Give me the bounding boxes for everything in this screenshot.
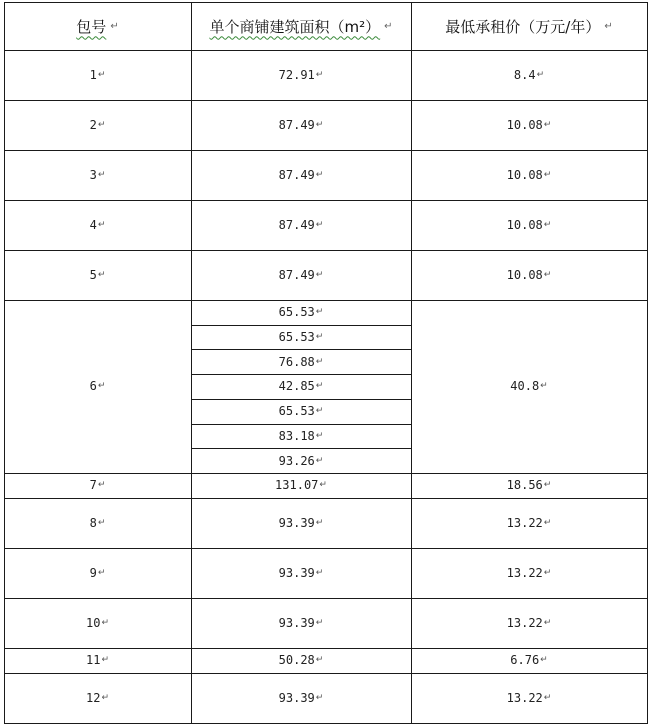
min-rent-cell-text: 6.76	[510, 653, 540, 668]
header-package-no-text: 包号	[76, 17, 107, 36]
pilcrow-mark: ↵	[315, 332, 324, 343]
shop-area-cell-text: 87.49	[278, 218, 315, 232]
header-shop-area-text: 单个商铺建筑面积（m²）	[209, 17, 381, 36]
shop-area-cell	[191, 448, 411, 473]
min-rent-cell-text: 40.8	[510, 379, 540, 394]
row-border	[191, 374, 412, 375]
min-rent-cell	[411, 50, 647, 100]
shop-area-cell-text: 42.85	[278, 379, 315, 394]
shop-area-cell-text: 65.53	[278, 404, 315, 419]
package-number-cell-text: 12	[86, 690, 101, 705]
pilcrow-mark: ↵	[315, 692, 324, 703]
shop-area-cell	[191, 399, 411, 424]
package-number-cell	[4, 498, 191, 548]
column-border	[191, 2, 192, 724]
shop-area-cell	[191, 648, 411, 673]
shop-area-cell-text: 87.49	[278, 268, 315, 282]
min-rent-cell	[411, 673, 647, 723]
pilcrow-mark: ↵	[97, 270, 106, 280]
shop-area-cell-text: 93.39	[278, 690, 315, 705]
shop-area-cell-text: 87.49	[278, 118, 315, 132]
min-rent-cell	[411, 648, 647, 673]
pilcrow-mark: ↵	[110, 20, 119, 32]
shop-area-cell	[191, 548, 411, 598]
pilcrow-mark: ↵	[543, 170, 552, 180]
pilcrow-mark: ↵	[543, 692, 552, 703]
min-rent-cell-text: 8.4	[513, 68, 536, 82]
shop-area-cell	[191, 374, 411, 399]
shop-area-cell	[191, 150, 411, 200]
min-rent-cell	[411, 498, 647, 548]
pilcrow-mark: ↵	[97, 381, 106, 392]
row-border	[191, 448, 412, 449]
min-rent-cell-text: 18.56	[506, 478, 543, 493]
min-rent-cell	[411, 100, 647, 150]
shop-area-cell	[191, 498, 411, 548]
package-number-cell-text: 3	[89, 168, 97, 182]
package-number-cell-text: 5	[89, 268, 97, 282]
pilcrow-mark: ↵	[543, 120, 552, 130]
min-rent-cell	[411, 598, 647, 648]
pilcrow-mark: ↵	[540, 381, 548, 392]
pilcrow-mark: ↵	[315, 356, 324, 367]
package-number-cell	[4, 200, 191, 250]
package-number-cell-text: 6	[89, 379, 97, 394]
shop-area-cell	[191, 473, 411, 498]
package-number-cell-text: 11	[86, 653, 101, 668]
pilcrow-mark: ↵	[97, 170, 106, 180]
shop-area-cell	[191, 424, 411, 449]
pilcrow-mark: ↵	[101, 655, 109, 666]
pilcrow-mark: ↵	[315, 455, 324, 466]
package-number-cell-text: 2	[89, 118, 97, 132]
pilcrow-mark: ↵	[97, 220, 106, 230]
shop-area-cell-text: 76.88	[278, 354, 315, 369]
pilcrow-mark: ↵	[97, 120, 106, 130]
pilcrow-mark: ↵	[97, 480, 106, 491]
pilcrow-mark: ↵	[536, 70, 545, 80]
shop-area-cell-text: 72.91	[278, 68, 315, 82]
package-number-cell-text: 8	[89, 515, 97, 530]
package-number-cell	[4, 548, 191, 598]
row-border	[191, 349, 412, 350]
min-rent-cell-text: 13.22	[506, 515, 543, 530]
header-min-rent	[411, 2, 647, 50]
pilcrow-mark: ↵	[604, 20, 613, 32]
package-number-cell-text: 9	[89, 565, 97, 580]
shop-area-cell-text: 50.28	[278, 653, 315, 668]
pilcrow-mark: ↵	[97, 70, 106, 80]
min-rent-cell-text: 10.08	[506, 218, 543, 232]
min-rent-cell-text: 13.22	[506, 615, 543, 630]
min-rent-cell-text: 10.08	[506, 268, 543, 282]
pilcrow-mark: ↵	[315, 406, 324, 417]
package-number-cell	[4, 50, 191, 100]
package-number-cell	[4, 648, 191, 673]
row-border	[191, 325, 412, 326]
shop-area-cell-text: 65.53	[278, 330, 315, 345]
shop-area-cell-text: 93.39	[278, 615, 315, 630]
pilcrow-mark: ↵	[97, 517, 106, 528]
shop-area-cell-text: 93.39	[278, 565, 315, 580]
column-border	[647, 2, 648, 724]
min-rent-cell	[411, 473, 647, 498]
pilcrow-mark: ↵	[315, 617, 324, 628]
min-rent-cell	[411, 200, 647, 250]
pilcrow-mark: ↵	[315, 567, 324, 578]
shop-area-cell-text: 131.07	[275, 478, 319, 493]
shop-area-cell-text: 93.39	[278, 515, 315, 530]
package-number-cell	[4, 150, 191, 200]
header-package-no	[4, 2, 191, 50]
column-border	[4, 2, 5, 724]
shop-area-cell	[191, 349, 411, 374]
package-number-cell-text: 4	[89, 218, 97, 232]
package-number-cell	[4, 250, 191, 300]
pilcrow-mark: ↵	[315, 655, 324, 666]
pilcrow-mark: ↵	[384, 20, 393, 32]
pilcrow-mark: ↵	[315, 517, 324, 528]
min-rent-cell-text: 13.22	[506, 690, 543, 705]
pilcrow-mark: ↵	[543, 220, 552, 230]
package-number-cell-text: 7	[89, 478, 97, 493]
shop-area-cell	[191, 100, 411, 150]
pilcrow-mark: ↵	[315, 270, 324, 280]
pilcrow-mark: ↵	[315, 70, 324, 80]
min-rent-cell	[411, 250, 647, 300]
pilcrow-mark: ↵	[315, 307, 324, 318]
pilcrow-mark: ↵	[315, 120, 324, 130]
shop-area-cell-text: 83.18	[278, 428, 315, 443]
pilcrow-mark: ↵	[315, 220, 324, 230]
package-number-cell	[4, 673, 191, 723]
shop-area-cell	[191, 50, 411, 100]
package-number-cell-text: 1	[89, 68, 97, 82]
pilcrow-mark: ↵	[540, 655, 548, 666]
row-border	[191, 399, 412, 400]
shop-area-cell	[191, 200, 411, 250]
pilcrow-mark: ↵	[101, 617, 109, 628]
shop-area-cell	[191, 673, 411, 723]
row-border	[4, 2, 648, 3]
header-shop-area	[191, 2, 411, 50]
shop-area-cell	[191, 325, 411, 350]
min-rent-cell-text: 13.22	[506, 565, 543, 580]
pilcrow-mark: ↵	[315, 381, 324, 392]
pilcrow-mark: ↵	[543, 480, 552, 491]
pilcrow-mark: ↵	[319, 480, 327, 491]
shop-area-cell-text: 87.49	[278, 168, 315, 182]
pilcrow-mark: ↵	[315, 430, 324, 441]
pilcrow-mark: ↵	[543, 567, 552, 578]
min-rent-cell	[411, 150, 647, 200]
min-rent-cell-text: 10.08	[506, 118, 543, 132]
shop-area-cell	[191, 250, 411, 300]
shop-area-cell-text: 65.53	[278, 305, 315, 320]
package-number-cell	[4, 100, 191, 150]
package-number-cell	[4, 598, 191, 648]
min-rent-cell-text: 10.08	[506, 168, 543, 182]
package-number-cell-text: 10	[86, 615, 101, 630]
shop-area-cell	[191, 598, 411, 648]
shop-area-cell	[191, 300, 411, 325]
pilcrow-mark: ↵	[315, 170, 324, 180]
package-number-cell	[4, 473, 191, 498]
pilcrow-mark: ↵	[97, 567, 106, 578]
pilcrow-mark: ↵	[101, 692, 109, 703]
min-rent-cell	[411, 548, 647, 598]
pilcrow-mark: ↵	[543, 517, 552, 528]
shop-area-cell-text: 93.26	[278, 453, 315, 468]
column-border	[411, 2, 412, 724]
pilcrow-mark: ↵	[543, 617, 552, 628]
package-number-cell	[4, 300, 191, 473]
header-min-rent-text: 最低承租价（万元/年）	[445, 17, 601, 36]
min-rent-cell	[411, 300, 647, 473]
pilcrow-mark: ↵	[543, 270, 552, 280]
row-border	[191, 424, 412, 425]
rental-table	[4, 2, 647, 718]
